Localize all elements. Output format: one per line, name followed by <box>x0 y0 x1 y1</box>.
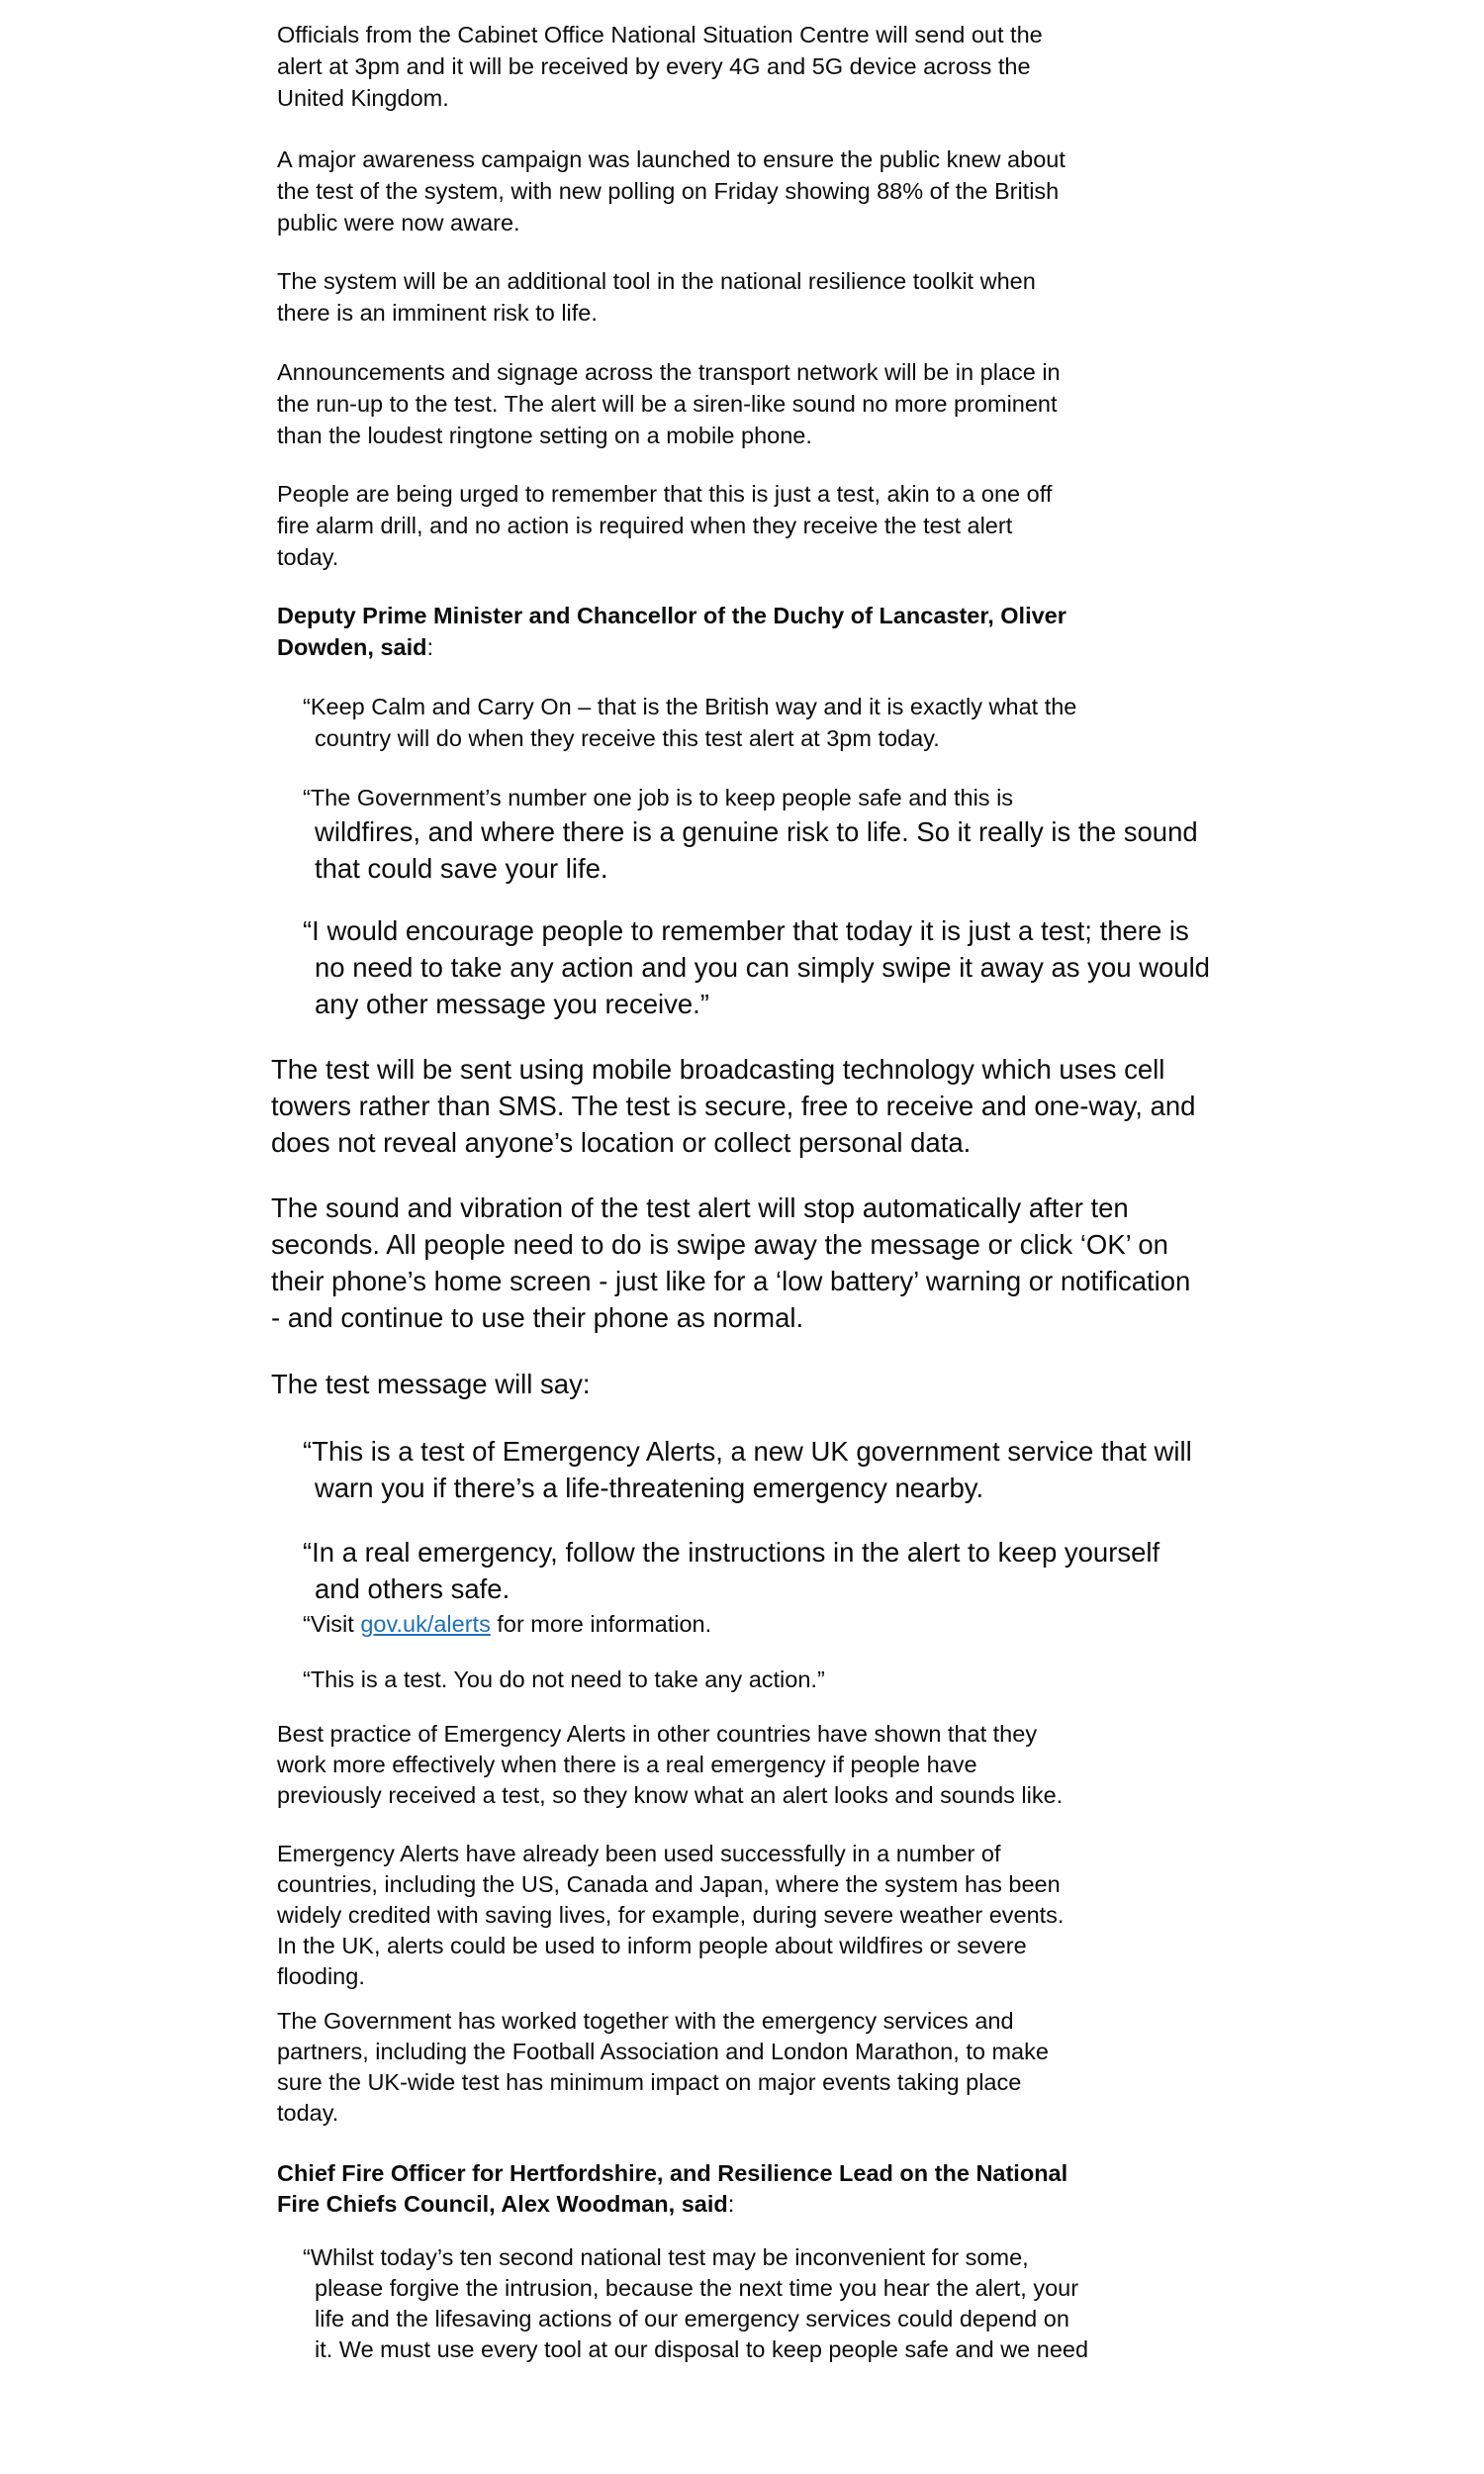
paragraph-best-practice: Best practice of Emergency Alerts in other countries have shown that they work more effectively when there is a real emergency if people have previously received a test, so they know what an alert looks and sounds like. <box>277 1721 1064 1808</box>
paragraph-national-situation-centre: Officials from the Cabinet Office National Situation Centre will send out the alert at 3pm and it will be received by every 4G and 5G device across the United Kingdom. <box>277 22 1043 111</box>
paragraph-used-in-other-countries: Emergency Alerts have already been used successfully in a number of countries, including the US, Canada and Japan, where the system has been widely credited with saving lives, for example, during severe weather events. In the UK, alerts could be used to inform people about wildfires or severe flooding. <box>277 1841 1065 1989</box>
quote-ten-second-test: “Whilst today’s ten second national test may be inconvenient for some, please forgive the intrusion, because the next time you hear the alert, your life and the lifesaving actions of our emergency services could depend on it. We must use every tool at our disposal to keep people safe and we need <box>303 2244 1089 2362</box>
paragraph-sound-and-vibration: The sound and vibration of the test alert will stop automatically after ten seconds. All people need to do is swipe away the message or click ‘OK’ on their phone’s home screen - just like for a ‘low battery’ warning or notification - and continue to use their phone as normal. <box>271 1192 1191 1333</box>
paragraph-test-message-intro: The test message will say: <box>271 1369 591 1399</box>
paragraph-resilience-toolkit: The system will be an additional tool in the national resilience toolkit when there is an imminent risk to life. <box>277 268 1036 326</box>
message-quote-no-action: “This is a test. You do not need to take any action.” <box>303 1666 825 1692</box>
message-quote-visit-alerts: “Visit gov.uk/alerts for more information. <box>303 1611 712 1637</box>
message-quote-real-emergency: “In a real emergency, follow the instructions in the alert to keep yourself and others safe. <box>303 1537 1160 1604</box>
gov-uk-alerts-link[interactable]: gov.uk/alerts <box>360 1611 491 1637</box>
speaker-attribution-alex-woodman: Chief Fire Officer for Hertfordshire, and Resilience Lead on the National Fire Chiefs Council, Alex Woodman, said: <box>277 2160 1068 2217</box>
paragraph-just-a-test: People are being urged to remember that this is just a test, akin to a one off fire alarm drill, and no action is required when they receive the test alert today. <box>277 481 1053 570</box>
quote-keep-people-safe: “The Government’s number one job is to keep people safe and this is wildfires, and where there is a genuine risk to life. So it really is the sound that could save your life. <box>303 785 1198 884</box>
paragraph-major-events: The Government has worked together with the emergency services and partners, including the Football Association and London Marathon, to make sure the UK-wide test has minimum impact on major events taking place today. <box>277 2008 1049 2126</box>
paragraph-awareness-campaign: A major awareness campaign was launched to ensure the public knew about the test of the system, with new polling on Friday showing 88% of the British public were now aware. <box>277 146 1066 236</box>
paragraph-transport-network: Announcements and signage across the transport network will be in place in the run-up to the test. The alert will be a siren-like sound no more prominent than the loudest ringtone setting on a mobile phone. <box>277 359 1061 448</box>
speaker-attribution-oliver-dowden: Deputy Prime Minister and Chancellor of the Duchy of Lancaster, Oliver Dowden, said: <box>277 603 1067 660</box>
quote-keep-calm: “Keep Calm and Carry On – that is the British way and it is exactly what the country will do when they receive this test alert at 3pm today. <box>303 694 1077 751</box>
message-quote-test-of-emergency-alerts: “This is a test of Emergency Alerts, a new UK government service that will warn you if there’s a life-threatening emergency nearby. <box>303 1436 1192 1503</box>
paragraph-broadcasting-technology: The test will be sent using mobile broadcasting technology which uses cell towers rather than SMS. The test is secure, free to receive and one-way, and does not reveal anyone’s location or collect personal data. <box>271 1054 1196 1158</box>
quote-swipe-away: “I would encourage people to remember that today it is just a test; there is no need to take any action and you can simply swipe it away as you would any other message you receive.” <box>303 915 1210 1019</box>
